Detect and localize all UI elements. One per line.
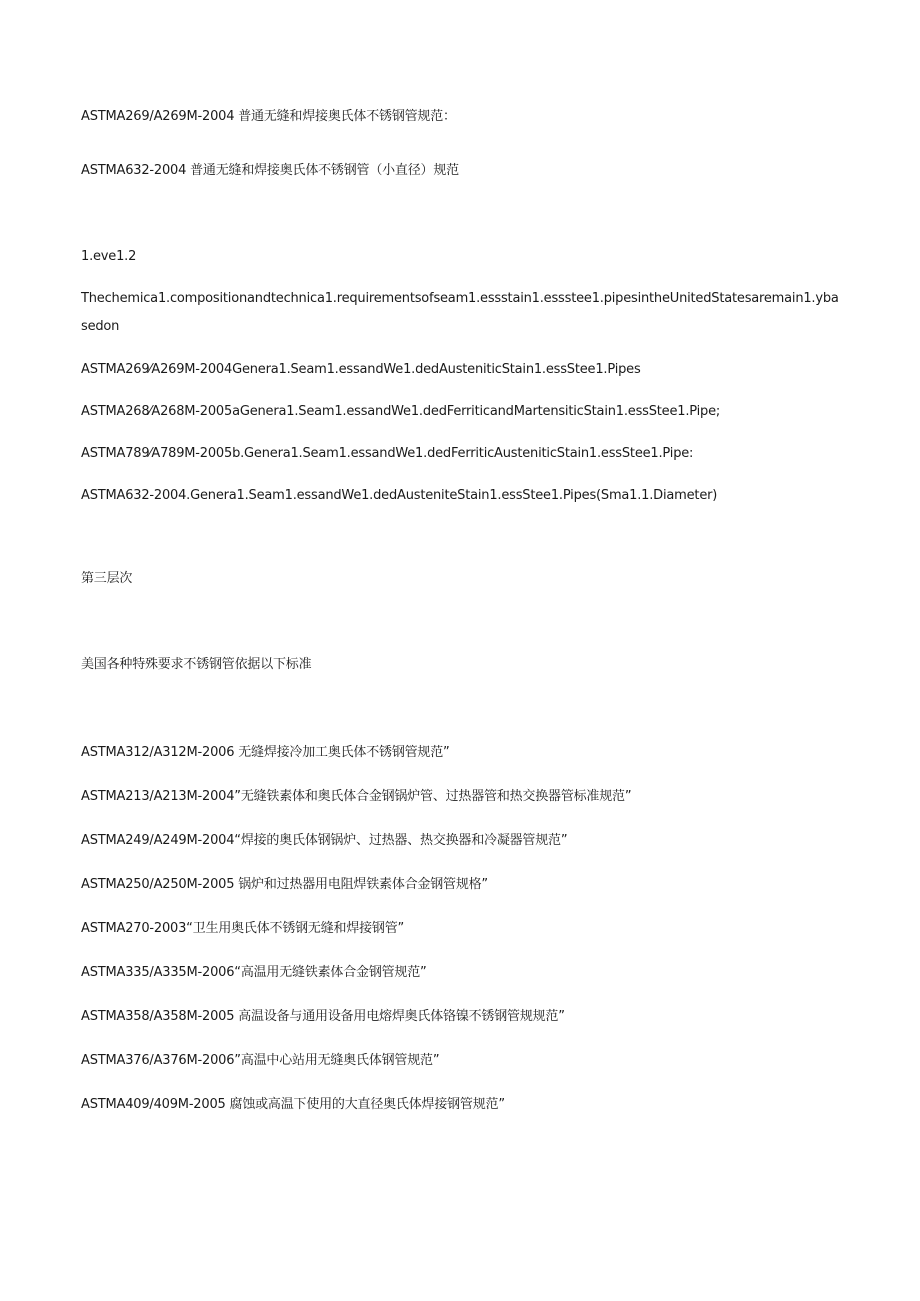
section-heading-third-level: 第三层次 — [81, 571, 133, 586]
standard-item-a409: ASTMA409/409M-2005 腐蚀或高温下使用的大直径奥氏体焊接钢管规范” — [81, 1097, 505, 1112]
standard-item-a335: ASTMA335/A335M-2006“高温用无缝铁素体合金钢管规范” — [81, 965, 427, 980]
standard-item-a358: ASTMA358/A358M-2005 高温设备与通用设备用电熔焊奥氏体铬镍不锈钢管规规范” — [81, 1009, 565, 1024]
text-line-a632-cn: ASTMA632-2004 普通无缝和焊接奥氏体不锈钢管（小直径）规范 — [81, 163, 459, 178]
text-line-a269-cn: ASTMA269/A269M-2004 普通无缝和焊接奥氏体不锈钢管规范： — [81, 109, 456, 124]
standard-item-a376: ASTMA376/A376M-2006”高温中心站用无缝奥氏体钢管规范” — [81, 1053, 440, 1068]
text-line-level-heading: 1.eve1.2 — [81, 249, 137, 264]
text-line-a269-en: ASTMA269⁄A269M-2004Genera1.Seam1.essandWe1.dedAusteniticStain1.essStee1.Pipes — [81, 362, 641, 377]
standard-item-a312: ASTMA312/A312M-2006 无缝焊接冷加工奥氏体不锈钢管规范” — [81, 745, 450, 760]
section-intro-special-standards: 美国各种特殊要求不锈钢管依据以下标准 — [81, 657, 312, 672]
standard-item-a250: ASTMA250/A250M-2005 锅炉和过热器用电阻焊铁素体合金钢管规格” — [81, 877, 488, 892]
standard-item-a249: ASTMA249/A249M-2004“焊接的奥氏体钢锅炉、过热器、热交换器和冷凝器管规范” — [81, 833, 568, 848]
text-line-intro-en: Thechemica1.compositionandtechnica1.requirementsofseam1.essstain1.essstee1.pipesintheUnitedStatesaremain1.ybasedon — [81, 291, 839, 334]
text-line-a789-en: ASTMA789⁄A789M-2005b.Genera1.Seam1.essandWe1.dedFerriticAusteniticStain1.essStee1.Pipe: — [81, 446, 694, 461]
text-line-a632-en: ASTMA632-2004.Genera1.Seam1.essandWe1.dedAusteniteStain1.essStee1.Pipes(Sma1.1.Diameter) — [81, 488, 718, 503]
text-line-a268-en: ASTMA268⁄A268M-2005aGenera1.Seam1.essandWe1.dedFerriticandMartensiticStain1.essStee1.Pipe; — [81, 404, 721, 419]
standard-item-a270: ASTMA270-2003“卫生用奥氏体不锈钢无缝和焊接钢管” — [81, 921, 405, 936]
standard-item-a213: ASTMA213/A213M-2004”无缝铁素体和奥氏体合金钢锅炉管、过热器管和热交换器管标准规范” — [81, 789, 632, 804]
